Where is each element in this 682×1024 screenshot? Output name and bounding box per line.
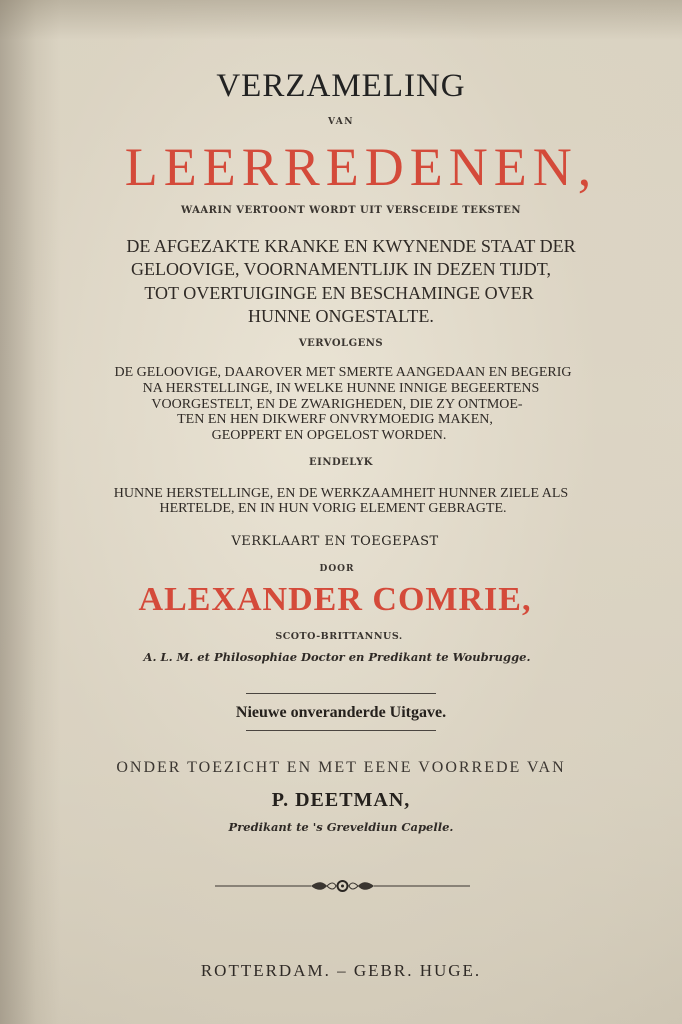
author-origin: SCOTO-BRITTANNUS. [275,631,403,642]
author-degrees: A. L. M. et Philosophiae Doctor en Predikant te Woubrugge. [143,650,531,664]
section1-line-1: DE AFGEZAKTE KRANKE EN KWYNENDE STAAT DER [126,236,576,256]
edition-note: Nieuwe onveranderde Uitgave. [235,704,447,721]
door-label: DOOR [319,564,355,574]
editor-role: Predikant te 's Greveldiun Capelle. [228,820,454,834]
section2-line-2: NA HERSTELLINGE, IN WELKE HUNNE INNIGE BEGEERTENS [142,381,540,396]
edition-rule-bottom [246,730,436,731]
decorative-flourish-divider-icon [215,878,470,894]
section1-line-2: GELOOVIGE, VOORNAMENTLIJK IN DEZEN TIJDT, [131,259,551,279]
section1-line-3: TOT OVERTUIGINGE EN BESCHAMINGE OVER [144,283,534,303]
editor-name: P. DEETMAN, [271,789,411,811]
section2-line-4: TEN EN HEN DIKWERF ONVRYMOEDIG MAKEN, [177,412,493,427]
vervolgens-label: VERVOLGENS [298,338,384,349]
author-name: ALEXANDER COMRIE, [138,581,532,618]
subtitle-intro: WAARIN VERTOONT WORDT UIT VERSCEIDE TEKSTEN [181,205,521,216]
section3-line-2: HERTELDE, EN IN HUN VORIG ELEMENT GEBRAGTE. [159,501,507,516]
supervision-line: ONDER TOEZICHT EN MET EENE VOORREDE VAN [116,759,566,776]
section1-line-4: HUNNE ONGESTALTE. [248,306,434,326]
verklaart-label: VERKLAART EN TOEGEPAST [231,534,439,549]
section2-line-1: DE GELOOVIGE, DAAROVER MET SMERTE AANGEDAAN EN BEGERIG [114,365,572,380]
main-title: LEERREDENEN, [124,137,598,197]
van-label: VAN [328,117,354,127]
section2-line-5: GEOPPERT EN OPGELOST WORDEN. [211,428,447,443]
edition-rule-top [246,693,436,694]
section3-line-1: HUNNE HERSTELLINGE, EN DE WERKZAAMHEIT HUNNER ZIELE ALS [113,486,569,501]
section2-line-3: VOORGESTELT, EN DE ZWARIGHEDEN, DIE ZY ONTMOE- [151,397,523,412]
title-line: VERZAMELING [216,68,466,104]
publisher-line: ROTTERDAM. – GEBR. HUGE. [200,961,482,980]
eindelyk-label: EINDELYK [309,457,373,468]
